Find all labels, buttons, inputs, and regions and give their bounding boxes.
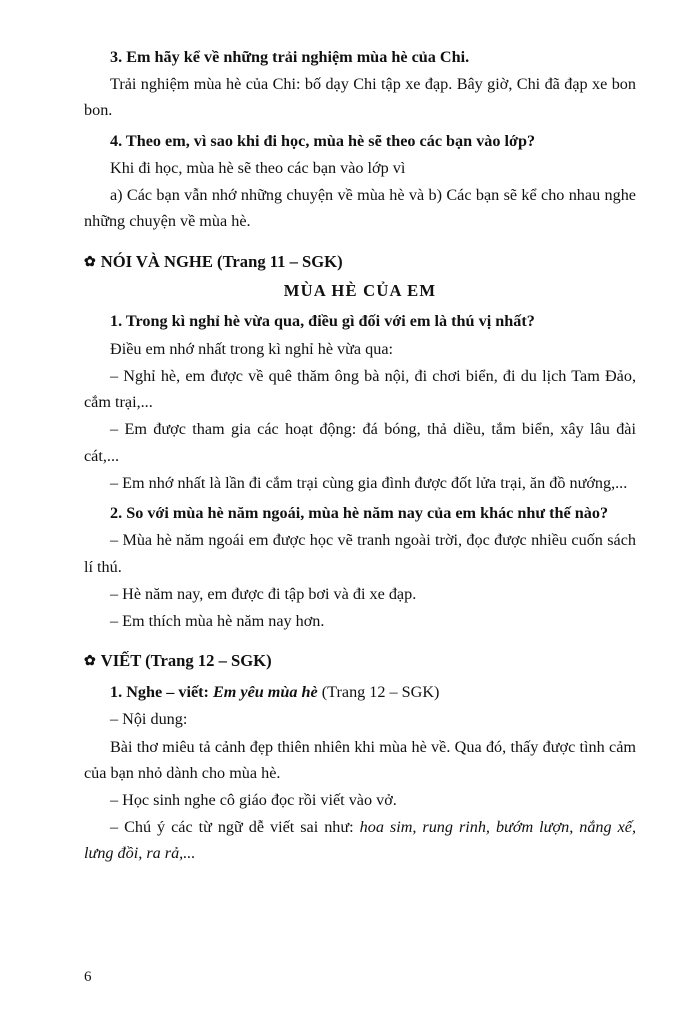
- lesson-title: MÙA HÈ CỦA EM: [283, 280, 437, 300]
- bullet-item: – Nghỉ hè, em được về quê thăm ông bà nội, đi chơi biển, đi du lịch Tam Đảo, cắm trại,...: [84, 366, 636, 412]
- question-number-label: 1. Nghe – viết:: [110, 683, 213, 702]
- section-heading-noi-va-nghe: [84, 249, 636, 276]
- bullet-item: – Em nhớ nhất là lần đi cắm trại cùng gia đình được đốt lửa trại, ăn đồ nướng,...: [110, 473, 628, 492]
- paragraph: Bài thơ miêu tả cảnh đẹp thiên nhiên khi mùa hè về. Qua đó, thấy được tình cảm của bạn nhỏ dành cho mùa hè.: [84, 737, 636, 782]
- bullet-lead-text: – Chú ý các từ ngữ dễ viết sai như:: [110, 818, 360, 837]
- section-heading-label: NÓI VÀ NGHE (Trang 11 – SGK): [100, 251, 343, 271]
- flower-icon: ✿: [84, 254, 96, 270]
- bullet-item: – Em thích mùa hè năm nay hơn.: [110, 611, 325, 630]
- page-number: 6: [84, 969, 92, 985]
- section-heading-viet: [84, 648, 636, 675]
- question-heading: 3. Em hãy kể về những trải nghiệm mùa hè của Chi.: [110, 48, 470, 66]
- bullet-item: – Mùa hè năm ngoái em được học vẽ tranh ngoài trời, đọc được nhiều cuốn sách lí thú.: [84, 531, 636, 576]
- bullet-item: – Học sinh nghe cô giáo đọc rồi viết vào vở.: [110, 791, 397, 810]
- bullet-item: – Em được tham gia các hoạt động: đá bóng, thả diều, tắm biển, xây lâu đài cát,...: [84, 420, 636, 465]
- bullet-item-spelling: [84, 814, 636, 866]
- page-content: [84, 44, 636, 867]
- bullet-item: – Hè năm nay, em được đi tập bơi và đi xe đạp.: [110, 584, 417, 603]
- paragraph: Điều em nhớ nhất trong kì nghỉ hè vừa qua:: [110, 339, 394, 358]
- flower-icon: ✿: [84, 654, 96, 670]
- paragraph: Trải nghiệm mùa hè của Chi: bố dạy Chi tập xe đạp. Bây giờ, Chi đã đạp xe bon bon.: [84, 75, 636, 120]
- paragraph: a) Các bạn vẫn nhớ những chuyện về mùa hè và b) Các bạn sẽ kể cho nhau nghe những chuyện về mùa hè.: [84, 186, 636, 231]
- bullet-item: – Nội dung:: [110, 710, 188, 729]
- question-heading: 2. So với mùa hè năm ngoái, mùa hè năm nay của em khác như thế nào?: [110, 504, 609, 523]
- poem-title: Em yêu mùa hè: [212, 683, 318, 702]
- paragraph: Khi đi học, mùa hè sẽ theo các bạn vào lớp vì: [110, 158, 406, 177]
- question-heading-nghe-viet: [84, 679, 636, 705]
- spelling-words: hoa sim, rung rinh, bướm lượn, nắng xế, lưng đồi, ra rả,...: [84, 818, 636, 863]
- page-reference: (Trang 12 – SGK): [317, 683, 440, 702]
- question-heading: 1. Trong kì nghỉ hè vừa qua, điều gì đối với em là thú vị nhất?: [110, 312, 535, 331]
- section-heading-label: VIẾT (Trang 12 – SGK): [100, 651, 272, 671]
- question-heading: 4. Theo em, vì sao khi đi học, mùa hè sẽ theo các bạn vào lớp?: [110, 131, 536, 150]
